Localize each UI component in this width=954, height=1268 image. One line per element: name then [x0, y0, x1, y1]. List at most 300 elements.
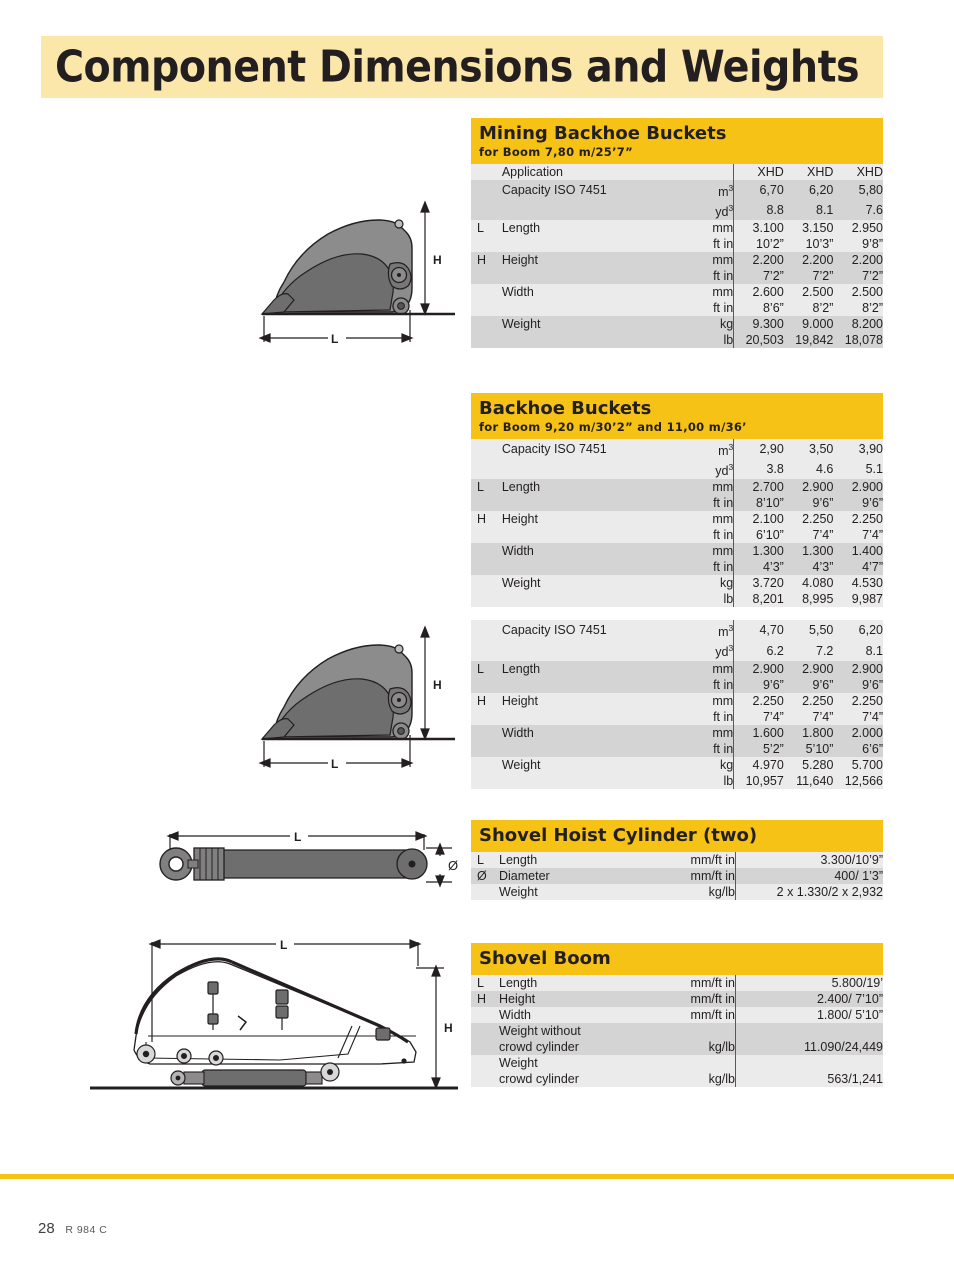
row-value: 2.000: [833, 725, 883, 741]
row-unit: lb: [669, 332, 733, 348]
row-value: 1.600: [734, 725, 784, 741]
row-value: 3.150: [784, 220, 834, 236]
row-label: Height: [502, 252, 669, 268]
table-title: Mining Backhoe Buckets: [479, 123, 727, 144]
row-label: [502, 300, 669, 316]
row-unit: [669, 1023, 736, 1039]
row-dimension-letter: [471, 459, 502, 479]
row-unit: mm/ft in: [669, 868, 736, 884]
row-value: 2.500: [784, 284, 834, 300]
row-label: [502, 640, 669, 660]
row-value: 6,70: [734, 180, 784, 200]
row-label: [502, 773, 669, 789]
row-unit: mm/ft in: [669, 852, 736, 868]
table-row: [471, 693, 883, 709]
row-label: [502, 527, 669, 543]
row-value: 2.250: [784, 511, 834, 527]
row-unit: kg/lb: [669, 1039, 736, 1055]
row-value: 2.900: [784, 661, 834, 677]
row-value: 5.800/19’: [736, 975, 884, 991]
row-value: 2.250: [734, 693, 784, 709]
row-unit: mm/ft in: [669, 991, 736, 1007]
height-label: H: [433, 678, 442, 692]
data-table: [471, 439, 883, 607]
row-value: 12,566: [833, 773, 883, 789]
table-row: [471, 495, 883, 511]
row-dimension-letter: [471, 773, 502, 789]
table-row: [471, 1071, 883, 1087]
table-row: [471, 284, 883, 300]
row-value: 1.300: [784, 543, 834, 559]
row-dimension-letter: [471, 1007, 499, 1023]
table-row: [471, 991, 883, 1007]
row-label: Weight: [499, 884, 669, 900]
row-value: 9’6”: [734, 677, 784, 693]
row-value: 4.970: [734, 757, 784, 773]
row-value: 6,20: [833, 620, 883, 640]
mining-backhoe-bucket-diagram: [250, 190, 470, 355]
table-row: [471, 852, 883, 868]
row-value: 7’2”: [833, 268, 883, 284]
row-label: Length: [502, 661, 669, 677]
row-unit: $yd^3$: [669, 200, 733, 220]
row-label: Height: [502, 693, 669, 709]
row-value: 7’2”: [734, 268, 784, 284]
row-value: 2.900: [833, 479, 883, 495]
table-row: [471, 300, 883, 316]
page-title-banner: [41, 36, 883, 98]
row-value: 7’4”: [784, 527, 834, 543]
row-unit: $m^3$: [669, 439, 733, 459]
table-row: [471, 316, 883, 332]
row-value: 8.200: [833, 316, 883, 332]
row-value: 2.900: [833, 661, 883, 677]
row-value: XHD: [784, 164, 834, 180]
table-header: [471, 820, 883, 852]
row-label: Application: [502, 164, 669, 180]
table-shovel-boom: [471, 943, 883, 1087]
row-label: Width: [502, 284, 669, 300]
row-value: 7.6: [833, 200, 883, 220]
row-value: 5.280: [784, 757, 834, 773]
table-row: [471, 620, 883, 640]
row-unit: [669, 164, 733, 180]
table-subtitle: for Boom 7,80 m/25’7”: [479, 144, 633, 159]
shovel-hoist-cylinder-diagram: [140, 820, 470, 915]
row-unit: mm: [669, 479, 733, 495]
row-value: 9’6”: [833, 677, 883, 693]
row-value: 8’2”: [833, 300, 883, 316]
row-unit: ft in: [669, 527, 733, 543]
row-value: 5’2”: [734, 741, 784, 757]
height-dimension: [421, 202, 429, 314]
table-row: [471, 252, 883, 268]
row-value: 4,70: [734, 620, 784, 640]
table-row: [471, 527, 883, 543]
row-value: 2.400/ 7’10”: [736, 991, 884, 1007]
table-header: [471, 118, 883, 164]
row-dimension-letter: [471, 1071, 499, 1087]
row-unit: [669, 1055, 736, 1071]
row-dimension-letter: H: [471, 252, 502, 268]
row-dimension-letter: [471, 495, 502, 511]
row-value: 9,987: [833, 591, 883, 607]
row-label: Length: [499, 852, 669, 868]
model-designation: R 984 C: [65, 1224, 108, 1236]
row-label: [502, 677, 669, 693]
row-dimension-letter: [471, 725, 502, 741]
row-dimension-letter: [471, 180, 502, 200]
row-value: 8,201: [734, 591, 784, 607]
row-dimension-letter: [471, 559, 502, 575]
row-value: 5,50: [784, 620, 834, 640]
table-row: [471, 741, 883, 757]
row-value: 2.250: [833, 511, 883, 527]
row-label: Width: [502, 543, 669, 559]
table-row: [471, 591, 883, 607]
shovel-boom-diagram: [80, 930, 470, 1100]
row-value: 2.250: [833, 693, 883, 709]
table-backhoe-buckets: [471, 393, 883, 789]
row-dimension-letter: [471, 268, 502, 284]
table-row: [471, 559, 883, 575]
row-value: 9’6”: [833, 495, 883, 511]
row-unit: mm: [669, 284, 733, 300]
row-dimension-letter: [471, 677, 502, 693]
row-dimension-letter: [471, 300, 502, 316]
row-unit: mm: [669, 543, 733, 559]
row-unit: kg: [669, 757, 733, 773]
row-label: [502, 709, 669, 725]
boom-structure: [134, 959, 416, 1086]
table-separator: [471, 607, 883, 620]
row-dimension-letter: [471, 591, 502, 607]
table-row: [471, 725, 883, 741]
row-value: 1.400: [833, 543, 883, 559]
table-row: [471, 200, 883, 220]
data-table: [471, 975, 883, 1087]
row-value: 3.100: [734, 220, 784, 236]
bucket-silhouette: [262, 645, 412, 739]
footer-rule: [0, 1174, 954, 1179]
row-unit: mm: [669, 511, 733, 527]
row-dimension-letter: L: [471, 661, 502, 677]
row-value: 2.900: [784, 479, 834, 495]
row-value: [736, 1023, 884, 1039]
row-value: 9.300: [734, 316, 784, 332]
table-row: [471, 1055, 883, 1071]
table-header: [471, 943, 883, 975]
row-value: 2.200: [734, 252, 784, 268]
table-row: [471, 677, 883, 693]
row-value: 400/ 1’3”: [736, 868, 884, 884]
table-subtitle: for Boom 9,20 m/30’2” and 11,00 m/36’: [479, 419, 747, 434]
height-label: H: [433, 253, 442, 267]
row-value: 1.300: [734, 543, 784, 559]
table-row: [471, 868, 883, 884]
cylinder-body: [160, 848, 427, 880]
table-row: [471, 1007, 883, 1023]
row-dimension-letter: [471, 543, 502, 559]
row-dimension-letter: [471, 1039, 499, 1055]
row-dimension-letter: [471, 200, 502, 220]
row-value: 2.200: [833, 252, 883, 268]
row-label: Diameter: [499, 868, 669, 884]
row-unit: mm: [669, 693, 733, 709]
row-dimension-letter: [471, 439, 502, 459]
row-value: 4.6: [784, 459, 834, 479]
row-unit: $yd^3$: [669, 459, 733, 479]
row-label: [502, 459, 669, 479]
row-value: 5’10”: [784, 741, 834, 757]
height-dimension: [416, 966, 444, 1088]
row-value: 1.800/ 5’10”: [736, 1007, 884, 1023]
row-value: 2.950: [833, 220, 883, 236]
row-dimension-letter: [471, 709, 502, 725]
row-dimension-letter: H: [471, 991, 499, 1007]
row-value: 5.700: [833, 757, 883, 773]
row-label: [502, 268, 669, 284]
row-label: [502, 236, 669, 252]
row-label: [502, 741, 669, 757]
row-value: 8’2”: [784, 300, 834, 316]
row-unit: kg/lb: [669, 884, 736, 900]
table-row: [471, 1039, 883, 1055]
table-row: [471, 709, 883, 725]
row-value: 9.000: [784, 316, 834, 332]
row-label: crowd cylinder: [499, 1039, 669, 1055]
row-unit: $m^3$: [669, 620, 733, 640]
table-row: [471, 575, 883, 591]
row-value: 7’4”: [734, 709, 784, 725]
table-row: [471, 543, 883, 559]
row-value: 2.900: [734, 661, 784, 677]
row-dimension-letter: [471, 316, 502, 332]
row-label: Width: [502, 725, 669, 741]
crowd-cylinder: [171, 1063, 339, 1086]
row-dimension-letter: [471, 1023, 499, 1039]
row-value: 11,640: [784, 773, 834, 789]
row-dimension-letter: [471, 741, 502, 757]
row-value: 6’10”: [734, 527, 784, 543]
row-unit: mm: [669, 252, 733, 268]
row-label: Capacity ISO 7451: [502, 439, 669, 459]
row-value: 4’3”: [734, 559, 784, 575]
row-dimension-letter: [471, 1055, 499, 1071]
row-value: 4’7”: [833, 559, 883, 575]
row-dimension-letter: [471, 757, 502, 773]
row-dimension-letter: [471, 164, 502, 180]
row-label: [502, 591, 669, 607]
row-value: 10,957: [734, 773, 784, 789]
row-label: [502, 559, 669, 575]
table-row: [471, 640, 883, 660]
table-mining-backhoe-buckets: [471, 118, 883, 348]
table-row: [471, 439, 883, 459]
data-table: [471, 164, 883, 348]
row-value: 3.300/10’9”: [736, 852, 884, 868]
row-value: 10’2”: [734, 236, 784, 252]
diameter-icon: Ø: [448, 858, 459, 873]
row-value: 19,842: [784, 332, 834, 348]
row-label: [502, 200, 669, 220]
height-label: H: [444, 1021, 453, 1035]
row-value: 7’2”: [784, 268, 834, 284]
row-dimension-letter: [471, 332, 502, 348]
table-row: [471, 661, 883, 677]
table-row: [471, 479, 883, 495]
row-value: 2.100: [734, 511, 784, 527]
row-dimension-letter: L: [471, 975, 499, 991]
row-dimension-letter: H: [471, 693, 502, 709]
row-value: 3,50: [784, 439, 834, 459]
row-unit: $yd^3$: [669, 640, 733, 660]
row-value: 2.250: [784, 693, 834, 709]
table-row: [471, 757, 883, 773]
row-dimension-letter: Ø: [471, 868, 499, 884]
row-unit: kg/lb: [669, 1071, 736, 1087]
row-value: [736, 1055, 884, 1071]
row-value: 8.8: [734, 200, 784, 220]
page-number: 28: [38, 1220, 55, 1237]
row-value: 4.530: [833, 575, 883, 591]
row-unit: ft in: [669, 300, 733, 316]
table-row: [471, 884, 883, 900]
row-value: 6’6”: [833, 741, 883, 757]
row-unit: ft in: [669, 495, 733, 511]
row-dimension-letter: [471, 884, 499, 900]
table-row: [471, 236, 883, 252]
row-label: [502, 495, 669, 511]
row-unit: mm: [669, 725, 733, 741]
page-title: Component Dimensions and Weights: [55, 41, 860, 93]
row-dimension-letter: [471, 284, 502, 300]
row-unit: ft in: [669, 709, 733, 725]
row-label: Height: [502, 511, 669, 527]
row-dimension-letter: [471, 640, 502, 660]
row-label: [502, 332, 669, 348]
table-shovel-hoist-cylinder: [471, 820, 883, 900]
row-dimension-letter: L: [471, 220, 502, 236]
row-value: 9’6”: [784, 495, 834, 511]
table-title: Backhoe Buckets: [479, 398, 652, 419]
row-value: 3.720: [734, 575, 784, 591]
row-value: XHD: [833, 164, 883, 180]
length-label: L: [280, 938, 288, 952]
row-value: 563/1,241: [736, 1071, 884, 1087]
footer: [38, 1220, 107, 1237]
row-value: 2 x 1.330/2 x 2,932: [736, 884, 884, 900]
row-label: Width: [499, 1007, 669, 1023]
row-value: 18,078: [833, 332, 883, 348]
row-label: Height: [499, 991, 669, 1007]
row-value: 6,20: [784, 180, 834, 200]
row-value: 5.1: [833, 459, 883, 479]
table-row: [471, 220, 883, 236]
row-value: 5,80: [833, 180, 883, 200]
row-unit: kg: [669, 575, 733, 591]
row-label: Length: [502, 479, 669, 495]
row-value: 4.080: [784, 575, 834, 591]
row-value: 2.700: [734, 479, 784, 495]
table-row: [471, 773, 883, 789]
row-unit: lb: [669, 591, 733, 607]
row-label: Capacity ISO 7451: [502, 620, 669, 640]
row-value: 7.2: [784, 640, 834, 660]
row-unit: ft in: [669, 236, 733, 252]
row-value: XHD: [734, 164, 784, 180]
row-label: Length: [499, 975, 669, 991]
row-value: 10’3”: [784, 236, 834, 252]
row-unit: ft in: [669, 559, 733, 575]
row-value: 8’10”: [734, 495, 784, 511]
row-value: 8.1: [833, 640, 883, 660]
row-value: 9’6”: [784, 677, 834, 693]
bucket-silhouette: [262, 220, 412, 314]
table-row: [471, 975, 883, 991]
row-value: 4’3”: [784, 559, 834, 575]
data-table: [471, 852, 883, 900]
row-dimension-letter: L: [471, 479, 502, 495]
table-row: [471, 268, 883, 284]
row-value: 2.500: [833, 284, 883, 300]
row-value: 3.8: [734, 459, 784, 479]
row-unit: ft in: [669, 677, 733, 693]
row-dimension-letter: [471, 236, 502, 252]
row-unit: mm: [669, 661, 733, 677]
table-row: [471, 459, 883, 479]
length-label: L: [331, 757, 339, 771]
row-unit: ft in: [669, 741, 733, 757]
row-unit: $m^3$: [669, 180, 733, 200]
table-row: [471, 164, 883, 180]
row-label: Weight: [502, 575, 669, 591]
table-row: [471, 511, 883, 527]
row-value: 2,90: [734, 439, 784, 459]
row-dimension-letter: H: [471, 511, 502, 527]
row-unit: mm/ft in: [669, 975, 736, 991]
row-value: 8,995: [784, 591, 834, 607]
backhoe-bucket-diagram: [250, 615, 470, 780]
table-title: Shovel Hoist Cylinder (two): [479, 825, 758, 846]
row-value: 8.1: [784, 200, 834, 220]
row-value: 7’4”: [784, 709, 834, 725]
row-value: 2.600: [734, 284, 784, 300]
row-label: Capacity ISO 7451: [502, 180, 669, 200]
row-value: 3,90: [833, 439, 883, 459]
row-label: Weight: [502, 757, 669, 773]
row-dimension-letter: [471, 575, 502, 591]
row-dimension-letter: [471, 620, 502, 640]
row-unit: mm: [669, 220, 733, 236]
row-value: 7’4”: [833, 527, 883, 543]
row-value: 1.800: [784, 725, 834, 741]
row-value: 11.090/24,449: [736, 1039, 884, 1055]
table-row: [471, 332, 883, 348]
row-label: Weight: [499, 1055, 669, 1071]
height-dimension: [421, 627, 429, 739]
row-dimension-letter: L: [471, 852, 499, 868]
row-value: 6.2: [734, 640, 784, 660]
data-table-continued: [471, 620, 883, 788]
table-row: [471, 180, 883, 200]
row-value: 8’6”: [734, 300, 784, 316]
row-value: 2.200: [784, 252, 834, 268]
table-header: [471, 393, 883, 439]
row-label: crowd cylinder: [499, 1071, 669, 1087]
length-label: L: [331, 332, 339, 346]
row-label: Weight: [502, 316, 669, 332]
